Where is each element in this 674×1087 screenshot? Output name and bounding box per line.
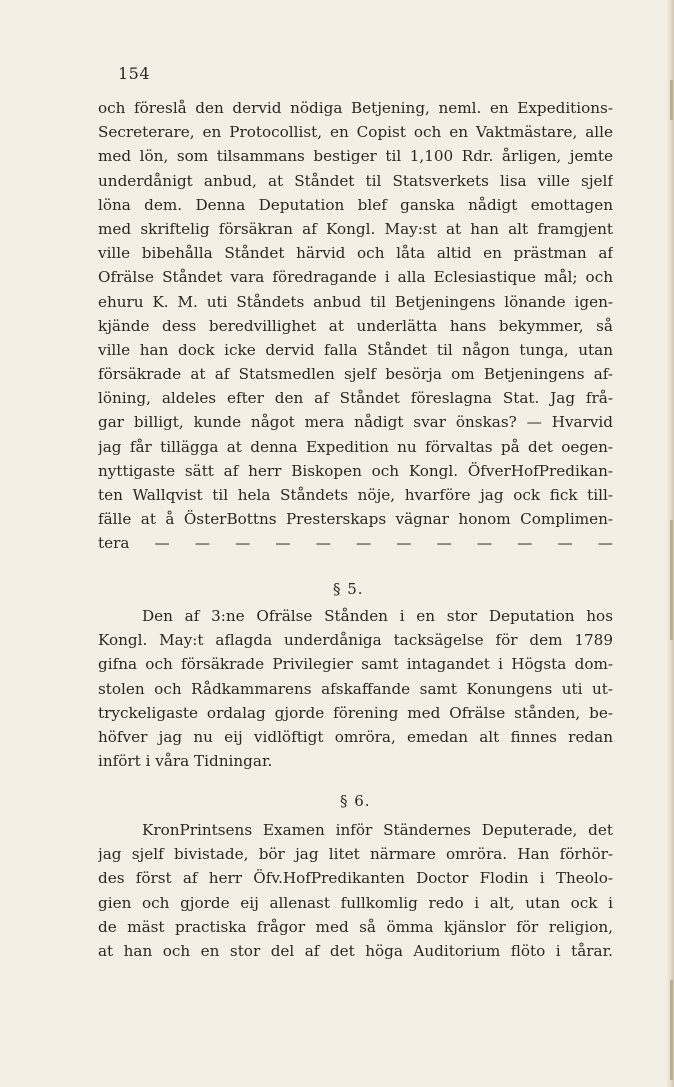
text-line: underdånigt anbud, at Ståndet til Statsverkets lisa ville sjelf <box>98 171 613 190</box>
dash: — <box>557 534 573 553</box>
page-number: 154 <box>118 64 151 83</box>
text-line: och föreslå den dervid nödiga Betjening, neml. en Expeditions- <box>98 99 613 117</box>
section-5-heading: § 5. <box>333 580 364 598</box>
text-line: ehuru K. M. uti Ståndets anbud til Betjeningens lönande igen- <box>98 292 613 311</box>
text-line: gien och gjorde eij allenast fullkomlig redo i alt, utan ock i <box>98 893 613 912</box>
dash: — <box>154 534 170 553</box>
text-line: ville bibehålla Ståndet härvid och låta altid en prästman af <box>98 244 613 263</box>
dash: — <box>597 534 613 553</box>
text-line: löning, aldeles efter den af Ståndet föreslagna Stat. Jag frå- <box>98 389 613 408</box>
text-line: de mäst practiska frågor med så ömma kjänslor för religion, <box>98 917 613 936</box>
closing-word: tera <box>98 534 130 553</box>
text-line: KronPrintsens Examen inför Ständernes Deputerade, det <box>142 821 613 839</box>
dash: — <box>315 534 331 553</box>
dash: — <box>356 534 372 553</box>
text-line: jag får tillägga at denna Expedition nu förvaltas på det oegen- <box>98 437 613 456</box>
text-line: höfver jag nu eij vidlöftigt omröra, emedan alt finnes redan <box>98 727 613 746</box>
text-line: jag sjelf bivistade, bör jag litet närmare omröra. Han förhör- <box>98 845 613 864</box>
closing-dash-line <box>98 531 613 555</box>
section-6-paragraph <box>98 818 613 963</box>
text-line: Kongl. May:t aflagda underdåniga tacksägelse för dem 1789 <box>98 631 613 650</box>
text-line: des först af herr Öfv.HofPredikanten Doctor Flodin i Theolo- <box>98 869 613 888</box>
text-line: ten Wallqvist til hela Ståndets nöje, hvarföre jag ock fick till- <box>98 486 613 504</box>
text-line: försäkrade at af Statsmedlen sjelf besörja om Betjeningens af- <box>98 365 613 384</box>
text-line: nyttigaste sätt af herr Biskopen och Kongl. ÖfverHofPredikan- <box>98 461 613 480</box>
text-line: gifna och försäkrade Privilegier samt intagandet i Högsta dom- <box>98 655 613 674</box>
text-line: Ofrälse Ståndet vara föredragande i alla Eclesiastique mål; och <box>98 268 613 287</box>
text-line: infört i våra Tidningar. <box>98 752 273 771</box>
text-line: Secreterare, en Protocollist, en Copist och en Vaktmästare, alle <box>98 123 613 142</box>
page-edge-shadow <box>666 0 674 1087</box>
section-6-heading: § 6. <box>340 792 371 810</box>
text-line: löna dem. Denna Deputation blef ganska nådigt emottagen <box>98 195 613 214</box>
dash: — <box>396 534 412 553</box>
text-line: Den af 3:ne Ofrälse Stånden i en stor Deputation hos <box>142 607 613 625</box>
dash: — <box>275 534 291 553</box>
text-line: med lön, som tilsammans bestiger til 1,100 Rdr. årligen, jemte <box>98 147 613 166</box>
text-line: fälle at å ÖsterBottns Presterskaps vägnar honom Complimen- <box>98 510 613 529</box>
text-line: at han och en stor del af det höga Auditorium flöto i tårar. <box>98 941 613 960</box>
paragraph-1 <box>98 96 613 556</box>
dash: — <box>436 534 452 553</box>
dash: — <box>235 534 251 553</box>
dash: — <box>517 534 533 553</box>
text-line: ville han dock icke dervid falla Ståndet til någon tunga, utan <box>98 340 613 359</box>
text-line: med skriftelig försäkran af Kongl. May:st at han alt framgjent <box>98 219 613 238</box>
dash: — <box>476 534 493 553</box>
section-5-paragraph <box>98 604 613 773</box>
dash: — <box>194 534 210 553</box>
text-line: tryckeligaste ordalag gjorde förening med Ofrälse stånden, be- <box>98 703 613 722</box>
text-line: gar billigt, kunde något mera nådigt svar önskas? — Hvarvid <box>98 413 613 432</box>
text-line: kjände dess beredvillighet at underlätta hans bekymmer, så <box>98 316 613 335</box>
text-line: stolen och Rådkammarens afskaffande samt Konungens uti ut- <box>98 679 613 698</box>
